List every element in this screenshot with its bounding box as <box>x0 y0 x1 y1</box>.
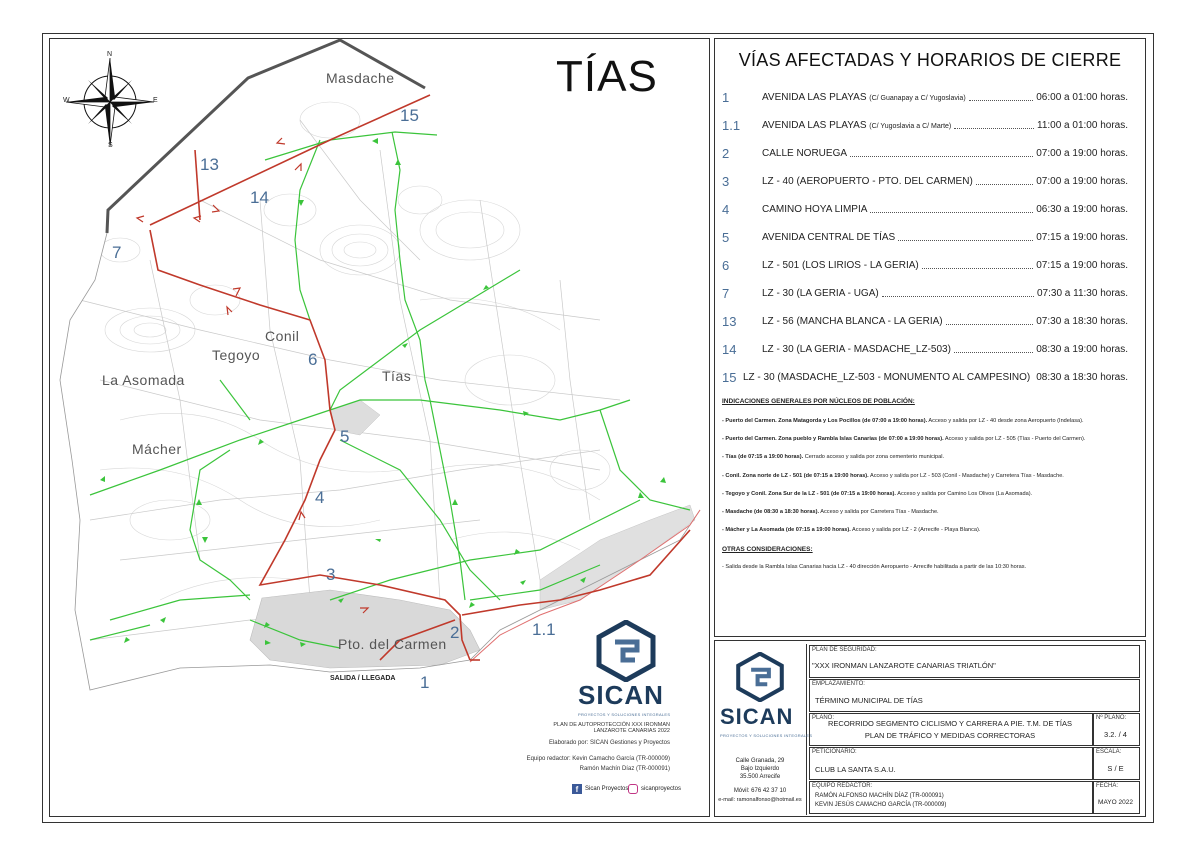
legend-row-road: LZ - 56 (MANCHA BLANCA - LA GERIA) <box>762 315 943 327</box>
indication-text: Acceso y salida por LZ - 505 (Tías - Puerto del Carmen). <box>943 436 1086 443</box>
legend-row <box>722 144 1128 162</box>
legend-row-name <box>762 288 879 299</box>
legend-row-road: LZ - 30 (LA GERIA - MASDACHE_LZ-503) <box>762 343 951 355</box>
legend-title: VÍAS AFECTADAS Y HORARIOS DE CIERRE <box>738 50 1122 70</box>
legend-row-time: 08:30 a 18:30 horas. <box>1036 371 1128 383</box>
legend-row-name <box>762 204 867 215</box>
indication-text: Acceso y salida por LZ - 2 (Arrecife - Playa Blanca). <box>850 527 981 534</box>
legend-row-name <box>762 120 951 131</box>
indication-item <box>722 509 1134 516</box>
indication-bold: - Masdache (de 08:30 a 18:30 horas). <box>722 509 820 515</box>
legend-row-name <box>762 260 919 271</box>
tb-plano-label: PLANO: <box>812 715 835 721</box>
legend-row-road: CALLE NORUEGA <box>762 147 848 159</box>
route-1: 1 <box>420 673 430 692</box>
legend-row-leader <box>976 177 1033 185</box>
legend-row <box>722 284 1128 302</box>
tb-site-value: TÉRMINO MUNICIPAL DE TÍAS <box>815 696 923 705</box>
indications-heading: INDICACIONES GENERALES POR NÚCLEOS DE POBLACIÓN: <box>722 398 915 405</box>
compass-s: S <box>108 142 113 149</box>
place-la-asomada: La Asomada <box>102 372 185 388</box>
legend-row-time: 06:00 a 01:00 horas. <box>1036 91 1128 103</box>
legend-row-leader <box>922 261 1034 269</box>
indication-item <box>722 418 1134 425</box>
indication-bold: - Puerto del Carmen. Zona Matagorda y Los Pocillos (de 07:00 a 19:00 horas). <box>722 418 928 424</box>
legend-row-leader <box>954 345 1033 353</box>
legend-row-name <box>762 176 973 187</box>
compass-rose <box>66 58 154 146</box>
legend-row-name <box>743 372 1030 383</box>
tb-plano-value-2: PLAN DE TRÁFICO Y MEDIDAS CORRECTORAS <box>864 731 1036 740</box>
legend-row-name <box>762 316 943 327</box>
legend-row <box>722 256 1128 274</box>
credit-plan: PLAN DE AUTOPROTECCIÓN XXX IRONMAN LANZAROTE CANARIAS 2022 <box>553 722 670 734</box>
route-7: 7 <box>112 243 122 262</box>
legend-row-road: LZ - 501 (LOS LIRIOS - LA GERIA) <box>762 259 919 271</box>
legend-row-number: 5 <box>722 229 730 245</box>
sican-tb-logo-word: SICAN <box>720 704 794 729</box>
legend-row-number: 1 <box>722 89 730 105</box>
legend-row-road: LZ - 30 (MASDACHE_LZ-503 - MONUMENTO AL CAMPESINO) <box>742 371 1031 383</box>
tb-address-1: Calle Granada, 29 <box>735 758 785 764</box>
indication-text: Acceso y salida por LZ - 40 desde zona Aeropuerto (Indelasa). <box>927 418 1084 424</box>
legend-row-number: 2 <box>722 145 730 161</box>
legend-row-number: 6 <box>722 257 730 273</box>
legend-row-leader <box>850 149 1033 157</box>
compass-n: N <box>107 51 113 58</box>
other-text: - Salida desde la Rambla Islas Canarias hacia LZ - 40 dirección Aeropuerto - Arrecife habilitada a partir de las 10:30 horas. <box>722 564 1027 570</box>
legend-row <box>722 368 1128 386</box>
indication-bold: - Puerto del Carmen. Zona pueblo y Rambla Islas Canarias (de 07:00 a 19:00 horas). <box>722 436 944 443</box>
credit-team-1: Equipo redactor: Kevin Camacho García (TR-000009) <box>526 756 670 762</box>
legend-row-detail: (C/ Yugoslavia a C/ Marte) <box>869 122 952 130</box>
tb-email[interactable]: e-mail: ramonalfonso@hotmail.es <box>718 797 802 803</box>
legend-row-name <box>762 232 895 243</box>
legend-row <box>722 88 1128 106</box>
map-title: TÍAS <box>556 52 658 101</box>
tb-mobile: Móvil: 676 42 37 10 <box>733 788 787 794</box>
legend-row <box>722 228 1128 246</box>
legend-row-time: 07:30 a 11:30 horas. <box>1037 287 1128 299</box>
route-5: 5 <box>340 427 350 446</box>
route-2: 2 <box>450 623 460 642</box>
indication-item <box>722 473 1134 480</box>
tb-address-2: Bajo Izquierdo <box>740 766 780 772</box>
tb-cell-plano <box>809 713 1093 746</box>
tb-scale-label: ESCALA: <box>1096 749 1122 755</box>
legend-row-detail: (C/ Guanapay a C/ Yugoslavia) <box>869 94 966 102</box>
legend-row-time: 07:15 a 19:00 horas. <box>1036 259 1128 271</box>
indication-bold: - Tías (de 07:15 a 19:00 horas). <box>722 454 804 461</box>
indication-text: Acceso y salida por Camino Los Olivos (La Asomada). <box>895 490 1033 497</box>
legend-row <box>722 340 1128 358</box>
instagram-label: sicanproyectos <box>641 786 682 792</box>
credit-team-2: Ramón Machín Díaz (TR-000091) <box>579 766 670 772</box>
tb-team-label: EQUIPO REDACTOR: <box>812 783 873 789</box>
legend-row-time: 07:30 a 18:30 horas. <box>1036 315 1128 327</box>
place-tegoyo: Tegoyo <box>212 347 261 363</box>
legend-row-time: 07:15 a 19:00 horas. <box>1036 231 1128 243</box>
sican-logo-word: SICAN <box>578 680 664 710</box>
legend-row-number: 1.1 <box>722 117 741 133</box>
legend-row-time: 07:00 a 19:00 horas. <box>1036 147 1128 159</box>
indication-item <box>722 491 1134 498</box>
tb-nplano-value: 3.2. / 4 <box>1104 730 1127 739</box>
legend-row-road: LZ - 40 (AEROPUERTO - PTO. DEL CARMEN) <box>762 175 973 187</box>
tb-plan-label: PLAN DE SEGURIDAD: <box>812 647 877 653</box>
facebook-link[interactable] <box>572 784 628 794</box>
compass-w: W <box>63 97 70 104</box>
tb-team-value-1: RAMÓN ALFONSO MACHÍN DÍAZ (TR-000091) <box>815 793 944 799</box>
route-6: 6 <box>308 350 318 369</box>
tb-address-3: 35.500 Arrecife <box>739 774 781 780</box>
indication-item <box>722 527 1134 534</box>
facebook-icon: f <box>572 784 582 794</box>
compass-e: E <box>153 97 158 104</box>
legend-row-leader <box>898 233 1033 241</box>
legend-row-name <box>762 148 847 159</box>
place-macher: Mácher <box>132 441 182 457</box>
indication-text: Acceso y salida por LZ - 503 (Conil - Masdache) y Carretera Tías - Masdache. <box>868 472 1064 479</box>
tb-plan-value: "XXX IRONMAN LANZAROTE CANARIAS TRIATLÓN" <box>812 661 996 670</box>
tb-team-value-2: KEVIN JESÚS CAMACHO GARCÍA (TR-000009) <box>815 802 947 808</box>
indication-bold: - Tegoyo y Conil. Zona Sur de la LZ - 501 (de 07:15 a 19:00 horas). <box>722 490 896 497</box>
legend-row-number: 3 <box>722 173 730 189</box>
title-block-divider <box>806 644 807 815</box>
tb-site-label: EMPLAZAMIENTO: <box>812 681 865 687</box>
legend-row-road: LZ - 30 (LA GERIA - UGA) <box>762 287 879 299</box>
other-heading: OTRAS CONSIDERACIONES: <box>722 546 813 553</box>
indication-bold: - Conil. Zona norte de LZ - 501 (de 07:15 a 19:00 horas). <box>722 472 869 479</box>
start-finish-label: SALIDA / LLEGADA <box>330 675 396 682</box>
place-conil: Conil <box>265 328 300 344</box>
place-tias: Tías <box>382 368 412 384</box>
legend-row <box>722 312 1128 330</box>
place-masdache: Masdache <box>326 70 395 86</box>
route-14: 14 <box>250 188 269 207</box>
legend-row-road: AVENIDA LAS PLAYAS <box>762 119 867 131</box>
legend-row-leader <box>870 205 1033 213</box>
facebook-label: Sican Proyectos <box>585 786 629 792</box>
legend-row-leader <box>882 289 1034 297</box>
legend-row-road: CAMINO HOYA LIMPIA <box>762 203 868 215</box>
legend-row-number: 15 <box>722 369 737 385</box>
route-3: 3 <box>326 565 336 584</box>
legend-row-number: 14 <box>722 341 737 357</box>
route-15: 15 <box>400 106 419 125</box>
credit-made-by: Elaborado por: SICAN Gestiones y Proyectos <box>548 740 670 746</box>
legend-row-time: 11:00 a 01:00 horas. <box>1037 119 1128 131</box>
route-13: 13 <box>200 155 219 174</box>
tb-scale-value: S / E <box>1107 764 1124 773</box>
indication-bold: - Mácher y La Asomada (de 07:15 a 19:00 horas). <box>722 527 851 534</box>
legend-row-time: 06:30 a 19:00 horas. <box>1036 203 1128 215</box>
place-pto-carmen: Pto. del Carmen <box>338 636 447 652</box>
legend-row-name <box>762 92 966 103</box>
sican-logo-icon <box>595 620 657 682</box>
legend-row-time: 08:30 a 19:00 horas. <box>1036 343 1128 355</box>
legend-row <box>722 200 1128 218</box>
legend-row-leader <box>946 317 1034 325</box>
tb-pet-value: CLUB LA SANTA S.A.U. <box>815 765 896 774</box>
sican-tb-logo-sub: PROYECTOS Y SOLUCIONES INTEGRALES <box>720 733 813 738</box>
instagram-link[interactable] <box>628 784 681 794</box>
tb-pet-label: PETICIONARIO: <box>812 749 857 755</box>
tb-plano-value-1: RECORRIDO SEGMENTO CICLISMO Y CARRERA A PIE. T.M. DE TÍAS <box>828 719 1072 728</box>
route-1-1: 1.1 <box>532 620 556 639</box>
legend-row <box>722 116 1128 134</box>
sican-tb-logo-icon <box>735 652 785 702</box>
tb-date-label: FECHA: <box>1096 783 1119 789</box>
tb-date-value: MAYO 2022 <box>1098 799 1133 806</box>
legend-row-road: AVENIDA CENTRAL DE TÍAS <box>762 231 896 243</box>
indication-item <box>722 436 1134 443</box>
indication-text: Acceso y salida por Carretera Tías - Masdache. <box>819 509 939 515</box>
legend-row-number: 13 <box>722 313 737 329</box>
legend-row-number: 7 <box>722 285 730 301</box>
legend-row-time: 07:00 a 19:00 horas. <box>1036 175 1128 187</box>
indication-text: Cerrado acceso y salida por zona cementerio municipal. <box>803 454 945 461</box>
tb-nplano-label: Nº PLANO: <box>1096 715 1127 721</box>
instagram-icon <box>628 784 638 794</box>
legend-row-road: AVENIDA LAS PLAYAS <box>762 91 867 103</box>
indication-item <box>722 454 1134 461</box>
sican-logo-sub: PROYECTOS Y SOLUCIONES INTEGRALES <box>578 712 671 717</box>
terrain-contours <box>100 102 610 600</box>
legend-row-number: 4 <box>722 201 730 217</box>
legend-row <box>722 172 1128 190</box>
legend-row-name <box>762 344 951 355</box>
legend-row-leader <box>954 121 1034 129</box>
route-4: 4 <box>315 488 325 507</box>
legend-row-leader <box>969 93 1034 101</box>
